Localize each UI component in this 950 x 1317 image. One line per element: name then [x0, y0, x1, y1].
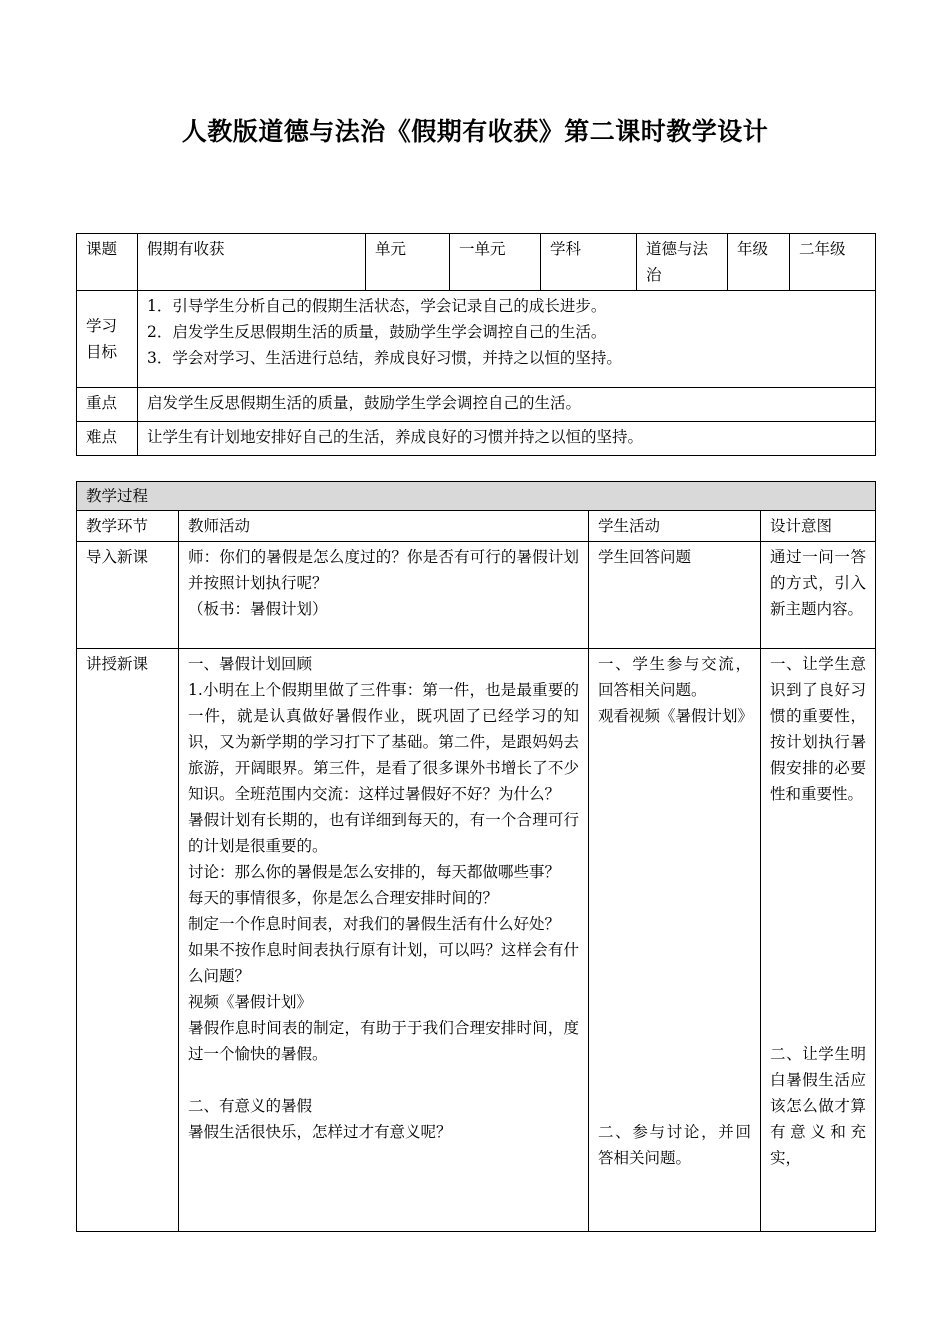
- difficulty-label: 难点: [77, 422, 138, 456]
- column-header: 学生活动: [589, 511, 761, 542]
- design-intent-intro: 通过一问一答的方式，引入新主题内容。: [761, 542, 876, 649]
- info-row-difficulty: [77, 422, 876, 456]
- stage-intro: 导入新课: [77, 542, 179, 649]
- objective-item: 2．启发学生反思假期生活的质量，鼓励学生学会调控自己的生活。: [147, 323, 607, 341]
- subject-value: 道德与法治: [637, 234, 728, 291]
- student-activity-new-lesson: 一、学生参与交流，回答相关问题。 观看视频《暑假计划》 二、参与讨论，并回答相关问题。: [589, 649, 761, 1232]
- page-title: 人教版道德与法治《假期有收获》第二课时教学设计: [181, 117, 769, 146]
- objectives-list: [138, 291, 876, 388]
- objective-item: 3．学会对学习、生活进行总结，养成良好习惯，并持之以恒的坚持。: [147, 349, 622, 367]
- grade-value: 二年级: [790, 234, 876, 291]
- process-section-row: [77, 482, 876, 511]
- key-value: 启发学生反思假期生活的质量，鼓励学生学会调控自己的生活。: [138, 388, 876, 422]
- teacher-activity-new-lesson: 一、暑假计划回顾 1.小明在上个假期里做了三件事：第一件，也是最重要的一件，就是认真做好暑假作业，既巩固了已经学习的知识，又为新学期的学习打下了基础。第二件，是跟妈妈去旅游，开阔眼界。第三件，是看了很多课外书增长了不少知识。全班范围内交流：这样过暑假好不好？为什么？ 暑假计划有长期的，也有详细到每天的，有一个合理可行的计划是很重要的。 讨论：那么你的暑假是怎么安排的，每天都做哪些事？ 每天的事情很多，你是怎么合理安排时间的？ 制定一个作息时间表，对我们的暑假生活有什么好处？ 如果不按作息时间表执行原有计划，可以吗？这样会有什么问题？ 视频《暑假计划》 暑假作息时间表的制定，有助于于我们合理安排时间，度过一个愉快的暑假。 二、有意义的暑假 暑假生活很快乐，怎样过才有意义呢？: [179, 649, 589, 1232]
- topic-label: 课题: [77, 234, 138, 291]
- info-row-objectives: [77, 291, 876, 388]
- info-row-key: [77, 388, 876, 422]
- process-header-row: [77, 511, 876, 542]
- column-header: 设计意图: [761, 511, 876, 542]
- column-header: 教师活动: [179, 511, 589, 542]
- objective-item: 1．引导学生分析自己的假期生活状态，学会记录自己的成长进步。: [147, 297, 607, 315]
- stage-new-lesson: 讲授新课: [77, 649, 179, 1232]
- process-section-title: 教学过程: [77, 482, 876, 511]
- process-row-intro: [77, 542, 876, 649]
- key-label: 重点: [77, 388, 138, 422]
- teacher-activity-intro: 师：你们的暑假是怎么度过的？你是否有可行的暑假计划并按照计划执行呢？ （板书：暑假计划）: [179, 542, 589, 649]
- teaching-process-table: [76, 481, 876, 1232]
- lesson-info-table: [76, 233, 876, 456]
- objectives-label: 学习目标: [77, 291, 138, 388]
- design-intent-new-lesson: 一、让学生意识到了良好习惯的重要性，按计划执行暑假安排的必要性和重要性。 二、让学生明白暑假生活应该怎么做才算有意义和充实，: [761, 649, 876, 1232]
- column-header: 教学环节: [77, 511, 179, 542]
- difficulty-value: 让学生有计划地安排好自己的生活，养成良好的习惯并持之以恒的坚持。: [138, 422, 876, 456]
- process-row-new-lesson: [77, 649, 876, 1232]
- unit-label: 单元: [366, 234, 450, 291]
- subject-label: 学科: [541, 234, 637, 291]
- topic-value: 假期有收获: [138, 234, 366, 291]
- student-activity-intro: 学生回答问题: [589, 542, 761, 649]
- grade-label: 年级: [728, 234, 790, 291]
- info-row-topic: [77, 234, 876, 291]
- unit-value: 一单元: [450, 234, 541, 291]
